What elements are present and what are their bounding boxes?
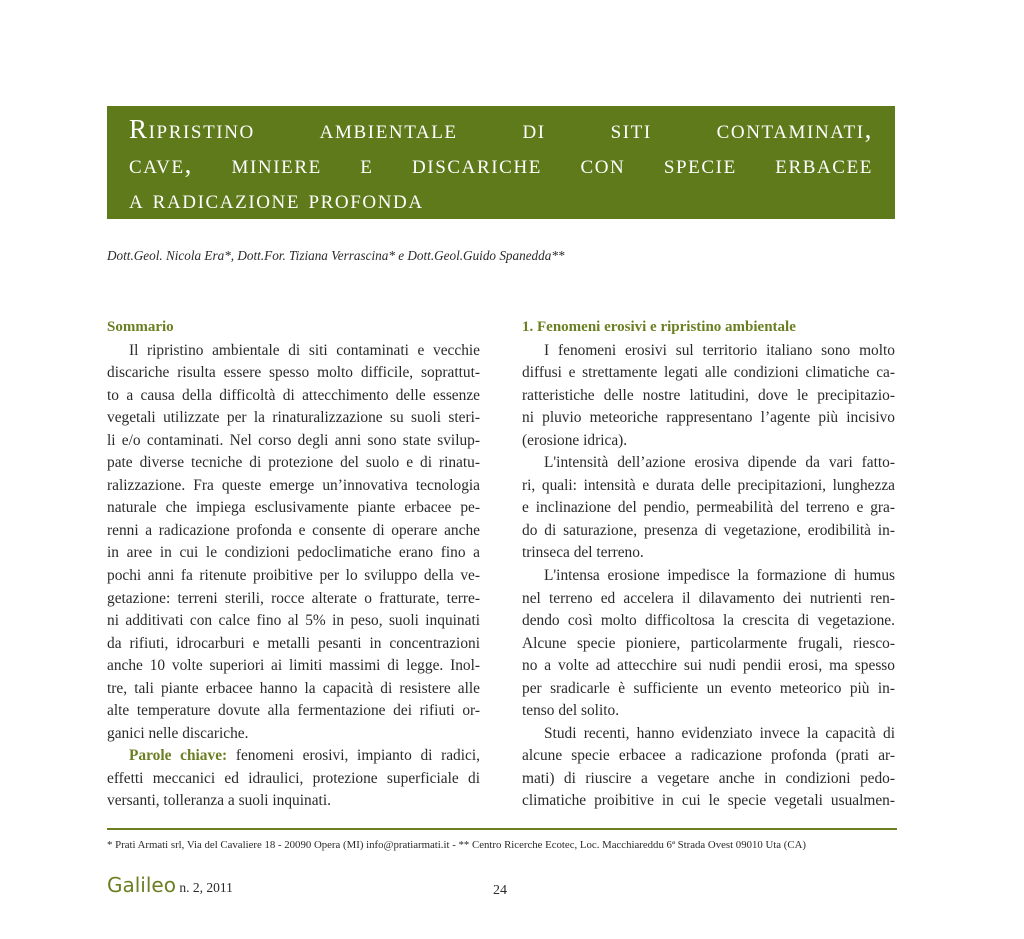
authors: Dott.Geol. Nicola Era*, Dott.For. Tiziana Verrascina* e Dott.Geol.Guido Spanedda** bbox=[107, 248, 565, 263]
text-line: da rifiuti, idrocarburi e metalli pesanti in concentrazioni bbox=[107, 634, 480, 652]
text-line: in aree in cui le condizioni pedoclimatiche erano fino a bbox=[107, 544, 480, 562]
text-line: L'intensità dell’azione erosiva dipende da vari fatto- bbox=[544, 454, 895, 472]
abstract-heading: Sommario bbox=[107, 319, 174, 335]
text-line: diffusi e strettamente legati alle condizioni climatiche ca- bbox=[522, 364, 895, 382]
text-line: ganici nelle discariche. bbox=[107, 724, 249, 742]
journal-name: Galileo bbox=[107, 873, 176, 897]
text-line: versanti, tolleranza a suoli inquinati. bbox=[107, 792, 331, 810]
text-line: to a causa della difficoltà di attecchimento delle essenze bbox=[107, 386, 480, 404]
text-line: Il ripristino ambientale di siti contaminati e vecchie bbox=[129, 341, 480, 359]
text-line: ri, quali: intensità e durata delle precipitazioni, lunghezza bbox=[522, 476, 895, 494]
text-line: discariche risulta essere spesso molto difficile, soprattut- bbox=[107, 364, 480, 382]
text-line: trinseca del terreno. bbox=[522, 544, 644, 562]
keywords-line bbox=[107, 745, 480, 768]
text-line: naturale che impiega esclusivamente piante erbacee pe- bbox=[107, 499, 480, 517]
text-line: climatiche proibitive in cui le specie vegetali usualmen- bbox=[522, 792, 895, 810]
section-column bbox=[522, 316, 895, 813]
text-line: e inclinazione del pendio, permeabilità del terreno e gra- bbox=[522, 499, 895, 517]
text-line: nel terreno ed accelera il dilavamento dei nutrienti ren- bbox=[522, 589, 895, 607]
text-line: L'intensa erosione impedisce la formazione di humus bbox=[544, 567, 895, 585]
text-line: vegetali utilizzate per la rinaturalizzazione su suoli steri- bbox=[107, 409, 480, 427]
title-banner bbox=[107, 106, 895, 219]
text-line: ratteristiche delle nostre latitudini, dove le precipitazio- bbox=[522, 386, 895, 404]
text-line: alte temperature dovute alla fermentazione dei rifiuti or- bbox=[107, 702, 480, 720]
text-line: ni pluvio meteoriche rappresentano l’agente più incisivo bbox=[522, 409, 895, 427]
text-line: pochi anni fa ritenute proibitive per lo sviluppo della ve- bbox=[107, 567, 480, 585]
text-line: per sradicarle è sufficiente un evento meteorico più in- bbox=[522, 679, 895, 697]
keywords-label: Parole chiave: bbox=[129, 747, 228, 765]
text-line: ralizzazione. Fra queste emerge un’innovativa tecnologia bbox=[107, 476, 480, 494]
text-line: tre, tali piante erbacee hanno la capacità di resistere alle bbox=[107, 679, 480, 697]
text-line: Alcune specie pioniere, particolarmente frugali, riesco- bbox=[522, 634, 895, 652]
footnote: * Prati Armati srl, Via del Cavaliere 18 - 20090 Opera (MI) info@pratiarmati.it - ** Centro Ricerche Ecotec, Loc. Macchiareddu 6ª Strada Ovest 09010 Uta (CA) bbox=[107, 839, 806, 851]
journal-footer bbox=[107, 873, 233, 897]
footnote-divider bbox=[107, 828, 897, 830]
text-line: anche 10 volte superiori ai limiti massimi di legge. Inol- bbox=[107, 657, 480, 675]
text-line: mati) di riuscire a vegetare anche in condizioni pedo- bbox=[522, 769, 895, 787]
keywords-text: fenomeni erosivi, impianto di radici, bbox=[227, 747, 480, 765]
title-line: a radicazione profonda bbox=[129, 184, 424, 214]
title-line: cave, miniere e discariche con specie erbacee bbox=[129, 149, 873, 179]
text-line: no a volte ad attecchire sui nudi pendii erosi, ma spesso bbox=[522, 657, 895, 675]
text-line: do di saturazione, presenza di vegetazione, erodibilità in- bbox=[522, 521, 895, 539]
text-line: I fenomeni erosivi sul territorio italiano sono molto bbox=[544, 341, 895, 359]
text-line: Studi recenti, hanno evidenziato invece la capacità di bbox=[544, 724, 895, 742]
text-line: tenso del solito. bbox=[522, 702, 620, 720]
text-line: pate diverse tecniche di protezione del suolo e di rinatu- bbox=[107, 454, 480, 472]
section-heading: 1. Fenomeni erosivi e ripristino ambientale bbox=[522, 319, 796, 335]
text-line: getazione: terreni sterili, rocce alterate o fratturate, terre- bbox=[107, 589, 480, 607]
text-line: ni additivati con calce fino al 5% in peso, suoli inquinati bbox=[107, 612, 480, 630]
abstract-column bbox=[107, 316, 480, 813]
page-number: 24 bbox=[493, 883, 507, 898]
text-line: (erosione idrica). bbox=[522, 431, 628, 449]
text-line: li e/o contaminati. Nel corso degli anni sono state svilup- bbox=[107, 431, 480, 449]
title-line: Ripristino ambientale di siti contaminati, bbox=[129, 114, 873, 144]
text-line: effetti meccanici ed idraulici, protezione superficiale di bbox=[107, 769, 480, 787]
text-line: dendo così molto difficoltosa la crescita di vegetazione. bbox=[522, 612, 895, 630]
text-line: renni a radicazione profonda e consente di operare anche bbox=[107, 521, 480, 539]
text-line: alcune specie erbacee a radicazione profonda (prati ar- bbox=[522, 747, 895, 765]
journal-issue: n. 2, 2011 bbox=[175, 880, 233, 895]
